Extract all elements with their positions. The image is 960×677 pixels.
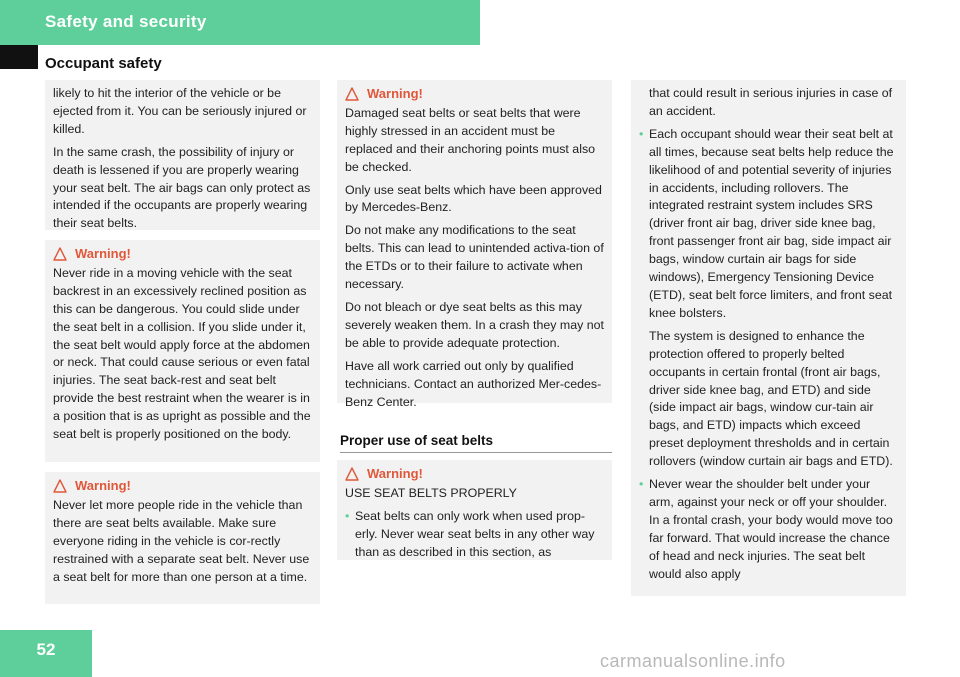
warning-text: Never let more people ride in the vehicle than there are seat belts available. Make sure everyone riding in the vehicle is cor-rectly restrained with a separate seat belt. Never use a seat belt for more than one person at a time. xyxy=(53,497,310,584)
warning-paragraph-1: Damaged seat belts or seat belts that were highly stressed in an accident must be replaced and their anchoring points must also be checked. xyxy=(345,105,596,174)
bullet-wear-belts: • Each occupant should wear their seat belt at all times, because seat belts help reduce the likelihood of and potential severity of injuries in accidents, including rollovers. The integrated restraint system includes SRS (driver front air bag, driver side knee bag, front passenger front air bag, side impact air bags, window curtain air bags for side windows), Emergency Tensioning Device (ETD), seat belt force limiters, and front seat knee bolsters. xyxy=(639,126,898,323)
warning-bullet: • Seat belts can only work when used prop-erly. Never wear seat belts in any other way than as described in this section, as xyxy=(345,508,604,562)
warning-heading: USE SEAT BELTS PROPERLY xyxy=(345,485,517,500)
section-title: Safety and security xyxy=(45,12,207,31)
warning-header xyxy=(53,245,312,263)
bullet-shoulder-belt: • Never wear the shoulder belt under your arm, against your neck or off your shoulder. In a frontal crash, your body would move too far forward. That would increase the chance of head and neck injuries. The seat belt would also apply xyxy=(639,476,898,583)
warning-box-damaged-belts xyxy=(337,80,612,409)
warning-paragraph-5: Have all work carried out only by qualified technicians. Contact an authorized Mer-cedes-Benz Center. xyxy=(345,358,602,409)
warning-header xyxy=(345,465,604,483)
warning-header xyxy=(53,477,312,495)
warning-header xyxy=(345,85,604,103)
warning-triangle-icon xyxy=(53,479,67,493)
watermark: carmanualsonline.info xyxy=(600,651,786,671)
warning-box-reclined xyxy=(45,240,320,462)
warning-text: Never ride in a moving vehicle with the seat backrest in an excessively reclined position as this can be dangerous. You could slide under the seat belt in a collision. If you slide under it, the seat belt would apply force at the abdomen or neck. That could cause serious or even fatal injuries. The seat back-rest and seat belt provide the best restraint when the wearer is in a position that is as upright as possible and the seat belt is properly positioned on the body. xyxy=(53,265,311,442)
corner-marker xyxy=(0,45,38,69)
warning-triangle-icon xyxy=(345,87,359,101)
warning-label: Warning! xyxy=(75,246,131,261)
continued-warning-box xyxy=(631,80,906,596)
intro-box xyxy=(45,80,320,230)
warning-paragraph-3: Do not make any modifications to the seat belts. This can lead to unintended activa-tion of the ETDs or to their failure to activate when necessary. xyxy=(345,223,604,292)
page-subtitle: Occupant safety xyxy=(45,55,162,72)
continuation-text: that could result in serious injuries in case of an accident. xyxy=(649,86,893,118)
section-heading: Proper use of seat belts xyxy=(340,433,612,453)
intro-paragraph-2: In the same crash, the possibility of injury or death is lessened if you are properly wearing your seat belt. The air bags can only protect as intended if the occupants are properly wearing their seat belts. xyxy=(53,144,311,231)
page-number: 52 xyxy=(36,640,56,659)
warning-box-seat-count xyxy=(45,472,320,604)
warning-box-proper-use xyxy=(337,460,612,560)
warning-paragraph-4: Do not bleach or dye seat belts as this may severely weaken them. In a crash they may not be able to provide adequate protection. xyxy=(345,299,604,350)
warning-triangle-icon xyxy=(53,247,67,261)
warning-label: Warning! xyxy=(367,466,423,481)
intro-paragraph-1: likely to hit the interior of the vehicle or be ejected from it. You can be seriously injured or killed. xyxy=(53,86,307,136)
warning-triangle-icon xyxy=(345,467,359,481)
warning-paragraph-2: Only use seat belts which have been approved by Mercedes-Benz. xyxy=(345,182,602,215)
warning-label: Warning! xyxy=(367,86,423,101)
warning-label: Warning! xyxy=(75,478,131,493)
bullet-wear-belts-continued: The system is designed to enhance the protection offered to properly belted occupants in certain frontal (front air bags, driver side knee bag, and ETD) and side (side impact air bags, window cur-tain air bags, and ETD) impacts which exceed preset deployment thresholds and in certain rollovers (window curtain air bags and ETD). xyxy=(649,328,893,469)
